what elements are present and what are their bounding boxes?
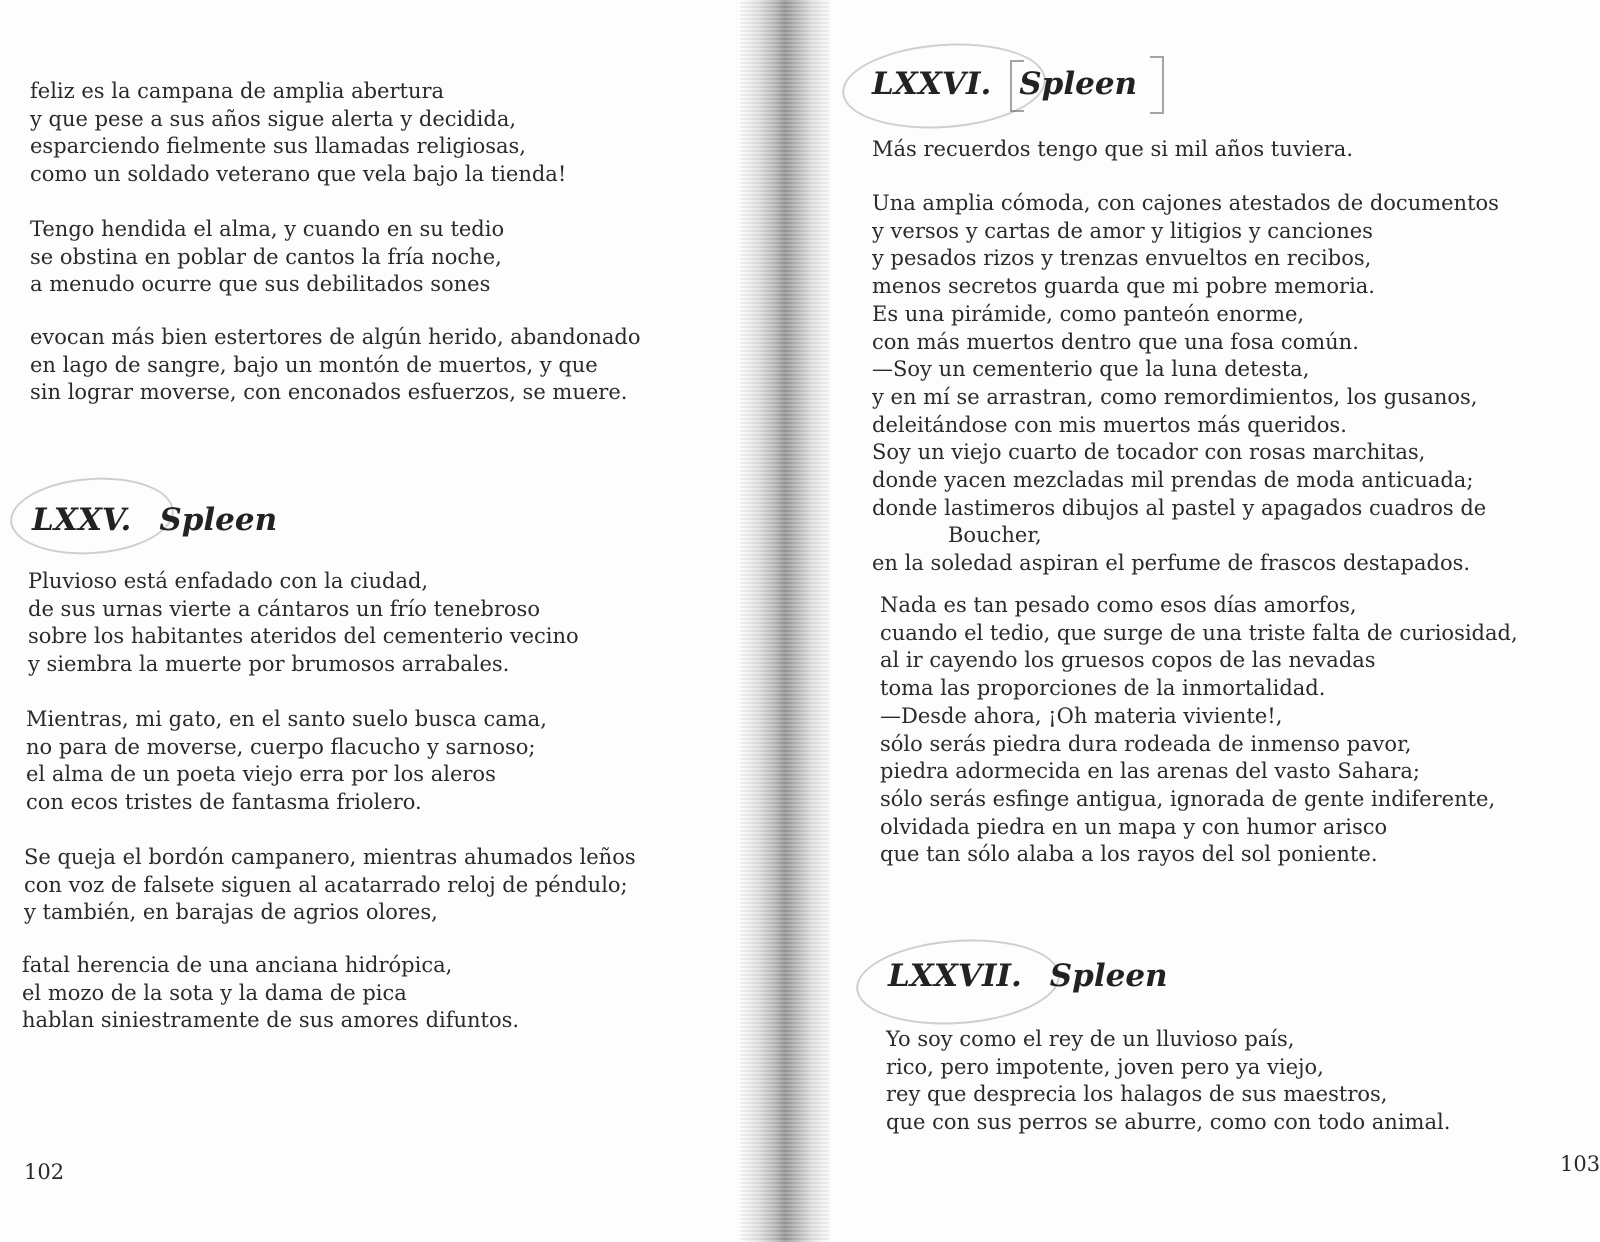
verse-line: y pesados rizos y trenzas envueltos en recibos, xyxy=(872,246,1372,271)
verse-line: Más recuerdos tengo que si mil años tuviera. xyxy=(872,137,1353,161)
verse-line: sin lograr moverse, con enconados esfuerzos, se muere. xyxy=(30,380,628,405)
verse-line: Yo soy como el rey de un lluvioso país, xyxy=(886,1027,1295,1051)
verse-line: donde lastimeros dibujos al pastel y apagados cuadros de xyxy=(872,495,1487,520)
verse-line: el mozo de la sota y la dama de pica xyxy=(22,980,407,1005)
poem-heading-lxxvii xyxy=(888,956,1168,996)
verse-line: esparciendo fielmente sus llamadas religiosas, xyxy=(30,134,526,159)
verse-line: se obstina en poblar de cantos la fría noche, xyxy=(30,244,502,269)
stanza xyxy=(880,592,1518,869)
verse-line: Pluvioso está enfadado con la ciudad, xyxy=(28,569,429,593)
verse-line: feliz es la campana de amplia abertura xyxy=(30,79,445,103)
verse-line: que tan sólo alaba a los rayos del sol poniente. xyxy=(880,842,1378,867)
verse-line: Nada es tan pesado como esos días amorfos, xyxy=(880,593,1357,617)
stanza xyxy=(872,136,1353,164)
verse-line: piedra adormecida en las arenas del vasto Sahara; xyxy=(880,759,1420,784)
page-number: 103 xyxy=(1560,1152,1600,1176)
pencil-bracket-right xyxy=(1150,56,1164,114)
stanza xyxy=(30,324,641,407)
stanza xyxy=(886,1026,1450,1137)
poem-title: Spleen xyxy=(1019,66,1138,102)
verse-line: menos secretos guarda que mi pobre memoria. xyxy=(872,274,1375,299)
verse-line: en lago de sangre, bajo un montón de muertos, y que xyxy=(30,352,598,377)
verse-line: —Desde ahora, ¡Oh materia viviente!, xyxy=(880,703,1283,728)
verse-line: al ir cayendo los gruesos copos de las nevadas xyxy=(880,648,1376,673)
verse-line: como un soldado veterano que vela bajo la tienda! xyxy=(30,162,567,187)
poem-number: LXXVI. xyxy=(872,66,992,102)
verse-line: —Soy un cementerio que la luna detesta, xyxy=(872,357,1310,382)
verse-line: y en mí se arrastran, como remordimientos, los gusanos, xyxy=(872,384,1478,409)
verse-line: olvidada piedra en un mapa y con humor arisco xyxy=(880,814,1388,839)
verse-line: Boucher, xyxy=(948,523,1042,548)
verse-line: Una amplia cómoda, con cajones atestados de documentos xyxy=(872,191,1499,215)
poem-number: LXXV. xyxy=(32,502,132,538)
stanza xyxy=(24,844,636,927)
stanza xyxy=(872,190,1499,578)
verse-line: con más muertos dentro que una fosa común. xyxy=(872,329,1359,354)
verse-line: con ecos tristes de fantasma friolero. xyxy=(26,790,422,815)
verse-line: en la soledad aspiran el perfume de frascos destapados. xyxy=(872,551,1471,576)
poem-heading-lxxvi xyxy=(872,64,1137,104)
verse-line: no para de moverse, cuerpo flacucho y sarnoso; xyxy=(26,734,536,759)
verse-line: sólo serás esfinge antigua, ignorada de gente indiferente, xyxy=(880,786,1496,811)
verse-line: fatal herencia de una anciana hidrópica, xyxy=(22,953,453,977)
verse-line: y también, en barajas de agrios olores, xyxy=(24,900,438,925)
stanza xyxy=(30,216,504,299)
verse-line: con voz de falsete siguen al acatarrado reloj de péndulo; xyxy=(24,872,628,897)
verse-line: donde yacen mezcladas mil prendas de moda anticuada; xyxy=(872,468,1474,493)
left-page xyxy=(0,0,750,1242)
stanza xyxy=(30,78,566,189)
poem-title: Spleen xyxy=(1049,958,1168,994)
poem-number: LXXVII. xyxy=(888,958,1022,994)
verse-line: hablan siniestramente de sus amores difuntos. xyxy=(22,1008,520,1033)
poem-title: Spleen xyxy=(159,502,278,538)
verse-line: rico, pero impotente, joven pero ya viejo, xyxy=(886,1054,1324,1079)
stanza xyxy=(28,568,579,679)
verse-line: y versos y cartas de amor y litigios y canciones xyxy=(872,218,1373,243)
poem-heading-lxxv xyxy=(32,500,277,540)
verse-line: y que pese a sus años sigue alerta y decidida, xyxy=(30,106,517,131)
verse-line: Tengo hendida el alma, y cuando en su tedio xyxy=(30,217,505,241)
verse-line: y siembra la muerte por brumosos arrabales. xyxy=(28,652,510,677)
book-gutter xyxy=(740,0,830,1242)
verse-line: a menudo ocurre que sus debilitados sones xyxy=(30,272,491,297)
verse-line: rey que desprecia los halagos de sus maestros, xyxy=(886,1082,1388,1107)
verse-line: de sus urnas vierte a cántaros un frío tenebroso xyxy=(28,596,540,621)
verse-line: Es una pirámide, como panteón enorme, xyxy=(872,301,1305,326)
stanza xyxy=(22,952,519,1035)
verse-line: el alma de un poeta viejo erra por los aleros xyxy=(26,762,496,787)
stanza xyxy=(26,706,547,817)
verse-line: sólo serás piedra dura rodeada de inmenso pavor, xyxy=(880,731,1412,756)
verse-line: Mientras, mi gato, en el santo suelo busca cama, xyxy=(26,707,547,731)
page-number: 102 xyxy=(24,1160,65,1184)
verse-line: Soy un viejo cuarto de tocador con rosas marchitas, xyxy=(872,440,1426,465)
verse-line: que con sus perros se aburre, como con todo animal. xyxy=(886,1110,1451,1135)
verse-line: evocan más bien estertores de algún herido, abandonado xyxy=(30,325,641,349)
verse-line: deleitándose con mis muertos más queridos. xyxy=(872,412,1347,437)
right-page xyxy=(820,0,1600,1242)
verse-line: toma las proporciones de la inmortalidad. xyxy=(880,676,1326,701)
verse-line: Se queja el bordón campanero, mientras ahumados leños xyxy=(24,845,636,869)
verse-line: sobre los habitantes ateridos del cementerio vecino xyxy=(28,624,579,649)
verse-line: cuando el tedio, que surge de una triste falta de curiosidad, xyxy=(880,620,1518,645)
